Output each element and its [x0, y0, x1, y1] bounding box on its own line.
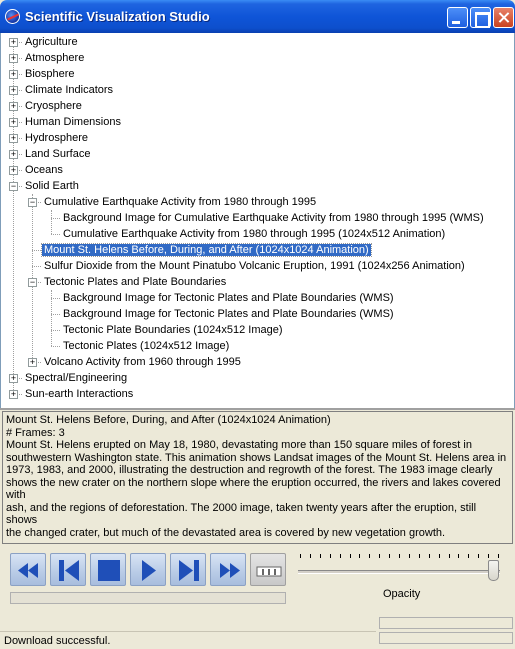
status-divider — [0, 631, 376, 632]
opacity-slider-track[interactable] — [298, 570, 500, 574]
slider-tick — [468, 554, 469, 558]
opacity-label: Opacity — [383, 588, 421, 600]
slider-tick — [399, 554, 400, 558]
tree-item[interactable] — [23, 146, 92, 162]
minimize-button[interactable] — [447, 7, 468, 28]
expand-icon[interactable]: + — [10, 69, 17, 79]
tree-item[interactable] — [61, 306, 396, 322]
slider-tick — [429, 554, 430, 558]
description-line: 1973, 1983, and 2000, illustrating the destruction and regrowth of the forest. The 1983 image clearly — [6, 464, 493, 476]
rewind-button[interactable] — [10, 553, 46, 586]
slider-tick — [379, 554, 380, 558]
description-line: Mount St. Helens erupted on May 18, 1980, devastating more than 150 square miles of forest in — [6, 439, 472, 451]
tree-connector — [51, 298, 60, 299]
step-back-button[interactable] — [50, 553, 86, 586]
status-panel-2 — [379, 632, 513, 644]
description-frames: # Frames: 3 — [6, 426, 65, 439]
tree-item[interactable] — [61, 226, 447, 242]
slider-tick — [498, 554, 499, 558]
expand-icon[interactable]: + — [10, 85, 17, 95]
expand-icon[interactable]: + — [10, 373, 17, 383]
slider-tick — [310, 554, 311, 558]
tree-item[interactable] — [23, 114, 123, 130]
expand-icon[interactable]: + — [10, 165, 17, 175]
tree-item-label: Cumulative Earthquake Activity from 1980 through 1995 (1024x512 Animation) — [63, 228, 446, 240]
tree-item-label: Background Image for Cumulative Earthquake Activity from 1980 through 1995 (WMS) — [63, 212, 484, 224]
slider-tick — [419, 554, 420, 558]
stop-button[interactable] — [90, 553, 126, 586]
tree-item[interactable] — [42, 242, 371, 258]
description-line: the changed crater, but much of the devastated area is covered by new vegetation growth. — [6, 526, 446, 539]
tree-item[interactable] — [23, 98, 84, 114]
tree-item[interactable] — [42, 258, 467, 274]
close-button[interactable] — [493, 7, 514, 28]
tree-item[interactable] — [23, 178, 81, 194]
tree-item-label: Spectral/Engineering — [25, 372, 128, 384]
tree-item-label: Biosphere — [25, 68, 75, 80]
step-forward-button[interactable] — [170, 553, 206, 586]
tree-item-label: Human Dimensions — [25, 116, 121, 128]
slider-tick — [359, 554, 360, 558]
tree-connector — [51, 330, 60, 331]
filmstrip-icon — [251, 554, 287, 587]
step-back-icon — [51, 554, 87, 587]
tree-item[interactable] — [23, 130, 90, 146]
tree-item-label: Atmosphere — [25, 52, 85, 64]
status-text: Download successful. — [4, 635, 111, 647]
expand-icon[interactable]: + — [10, 117, 17, 127]
tree-item-label: Sun-earth Interactions — [25, 388, 134, 400]
slider-tick — [350, 554, 351, 558]
title-bar[interactable] — [0, 0, 515, 33]
tree-item-label: Oceans — [25, 164, 63, 176]
slider-tick — [340, 554, 341, 558]
opacity-slider-thumb[interactable] — [488, 560, 499, 581]
expand-icon[interactable]: + — [10, 149, 17, 159]
expand-icon[interactable]: + — [10, 101, 17, 111]
tree-item-label: Volcano Activity from 1960 through 1995 — [44, 356, 241, 368]
tree-item-label: Agriculture — [25, 36, 78, 48]
slider-tick — [439, 554, 440, 558]
slider-tick — [488, 554, 489, 558]
fast-forward-icon — [211, 554, 247, 587]
slider-tick — [458, 554, 459, 558]
collapse-icon[interactable]: − — [29, 197, 36, 207]
expand-icon[interactable]: + — [10, 133, 17, 143]
slider-tick — [369, 554, 370, 558]
collapse-icon[interactable]: − — [29, 277, 36, 287]
tree-connector — [32, 250, 41, 251]
tree-item-label: Tectonic Plates and Plate Boundaries — [44, 276, 227, 288]
slider-tick — [478, 554, 479, 558]
description-line: ash, and the regions of deforestation. The 2000 image, taken twenty years after the eruption, still shows — [6, 501, 477, 526]
step-forward-icon — [171, 554, 207, 587]
slider-tick — [409, 554, 410, 558]
tree-item[interactable] — [42, 194, 318, 210]
tree-item-label: Land Surface — [25, 148, 91, 160]
tree-connector — [51, 346, 60, 347]
tree-item[interactable] — [23, 34, 80, 50]
tree-item-label: Solid Earth — [25, 180, 79, 192]
expand-icon[interactable]: + — [10, 389, 17, 399]
tree-item-label: Cryosphere — [25, 100, 82, 112]
rewind-icon — [11, 554, 47, 587]
tree-item-label: Cumulative Earthquake Activity from 1980 through 1995 — [44, 196, 317, 208]
tree-item[interactable] — [61, 210, 486, 226]
tree-connector — [51, 234, 60, 235]
tree-item[interactable] — [23, 82, 115, 98]
nasa-logo-icon — [5, 9, 20, 24]
maximize-button[interactable] — [470, 7, 491, 28]
tree-item[interactable] — [61, 338, 231, 354]
tree-item[interactable] — [23, 66, 77, 82]
tree-item[interactable] — [23, 386, 135, 402]
slider-tick — [389, 554, 390, 558]
slider-tick — [449, 554, 450, 558]
description-panel — [2, 411, 513, 544]
collapse-icon[interactable]: − — [10, 181, 17, 191]
slider-tick — [300, 554, 301, 558]
tree-item-label: Tectonic Plates (1024x512 Image) — [63, 340, 230, 352]
tree-item[interactable] — [42, 274, 228, 290]
playback-controls — [10, 553, 288, 587]
tree-item[interactable] — [23, 162, 65, 178]
status-panel-1 — [379, 617, 513, 629]
tree-item-label: Mount St. Helens Before, During, and After (1024x1024 Animation) — [44, 244, 369, 256]
tree-item[interactable] — [61, 322, 285, 338]
filmstrip-button[interactable] — [250, 553, 286, 586]
category-tree[interactable] — [0, 33, 515, 408]
tree-item-label: Background Image for Tectonic Plates and Plate Boundaries (WMS) — [63, 292, 394, 304]
tree-item[interactable] — [23, 370, 129, 386]
playback-progress-bar — [10, 592, 286, 604]
tree-item-label: Background Image for Tectonic Plates and Plate Boundaries (WMS) — [63, 308, 394, 320]
tree-connector — [51, 218, 60, 219]
slider-tick — [330, 554, 331, 558]
fast-forward-button[interactable] — [210, 553, 246, 586]
expand-icon[interactable]: + — [29, 357, 36, 367]
tree-connector — [51, 314, 60, 315]
tree-item-label: Sulfur Dioxide from the Mount Pinatubo Volcanic Eruption, 1991 (1024x256 Animation) — [44, 260, 465, 272]
description-line: southwestern Washington state. This animation shows Landsat images of the Mount St. Helens area in — [6, 451, 507, 464]
tree-item[interactable] — [42, 354, 243, 370]
description-line: shows the new crater on the northern slope where the eruption occurred, the rivers and lakes covered with — [6, 476, 501, 501]
tree-connector — [32, 266, 41, 267]
play-button[interactable] — [130, 553, 166, 586]
stop-icon — [91, 554, 127, 587]
tree-item[interactable] — [61, 290, 396, 306]
slider-tick — [320, 554, 321, 558]
panel-divider[interactable] — [0, 408, 515, 410]
tree-item[interactable] — [23, 50, 86, 66]
description-title: Mount St. Helens Before, During, and After (1024x1024 Animation) — [6, 414, 331, 426]
play-icon — [131, 554, 167, 587]
expand-icon[interactable]: + — [10, 53, 17, 63]
tree-item-label: Hydrosphere — [25, 132, 88, 144]
tree-item-label: Tectonic Plate Boundaries (1024x512 Image) — [63, 324, 283, 336]
tree-item-label: Climate Indicators — [25, 84, 114, 96]
window-title: Scientific Visualization Studio — [25, 9, 210, 24]
expand-icon[interactable]: + — [10, 37, 17, 47]
tree-connector — [51, 210, 52, 234]
